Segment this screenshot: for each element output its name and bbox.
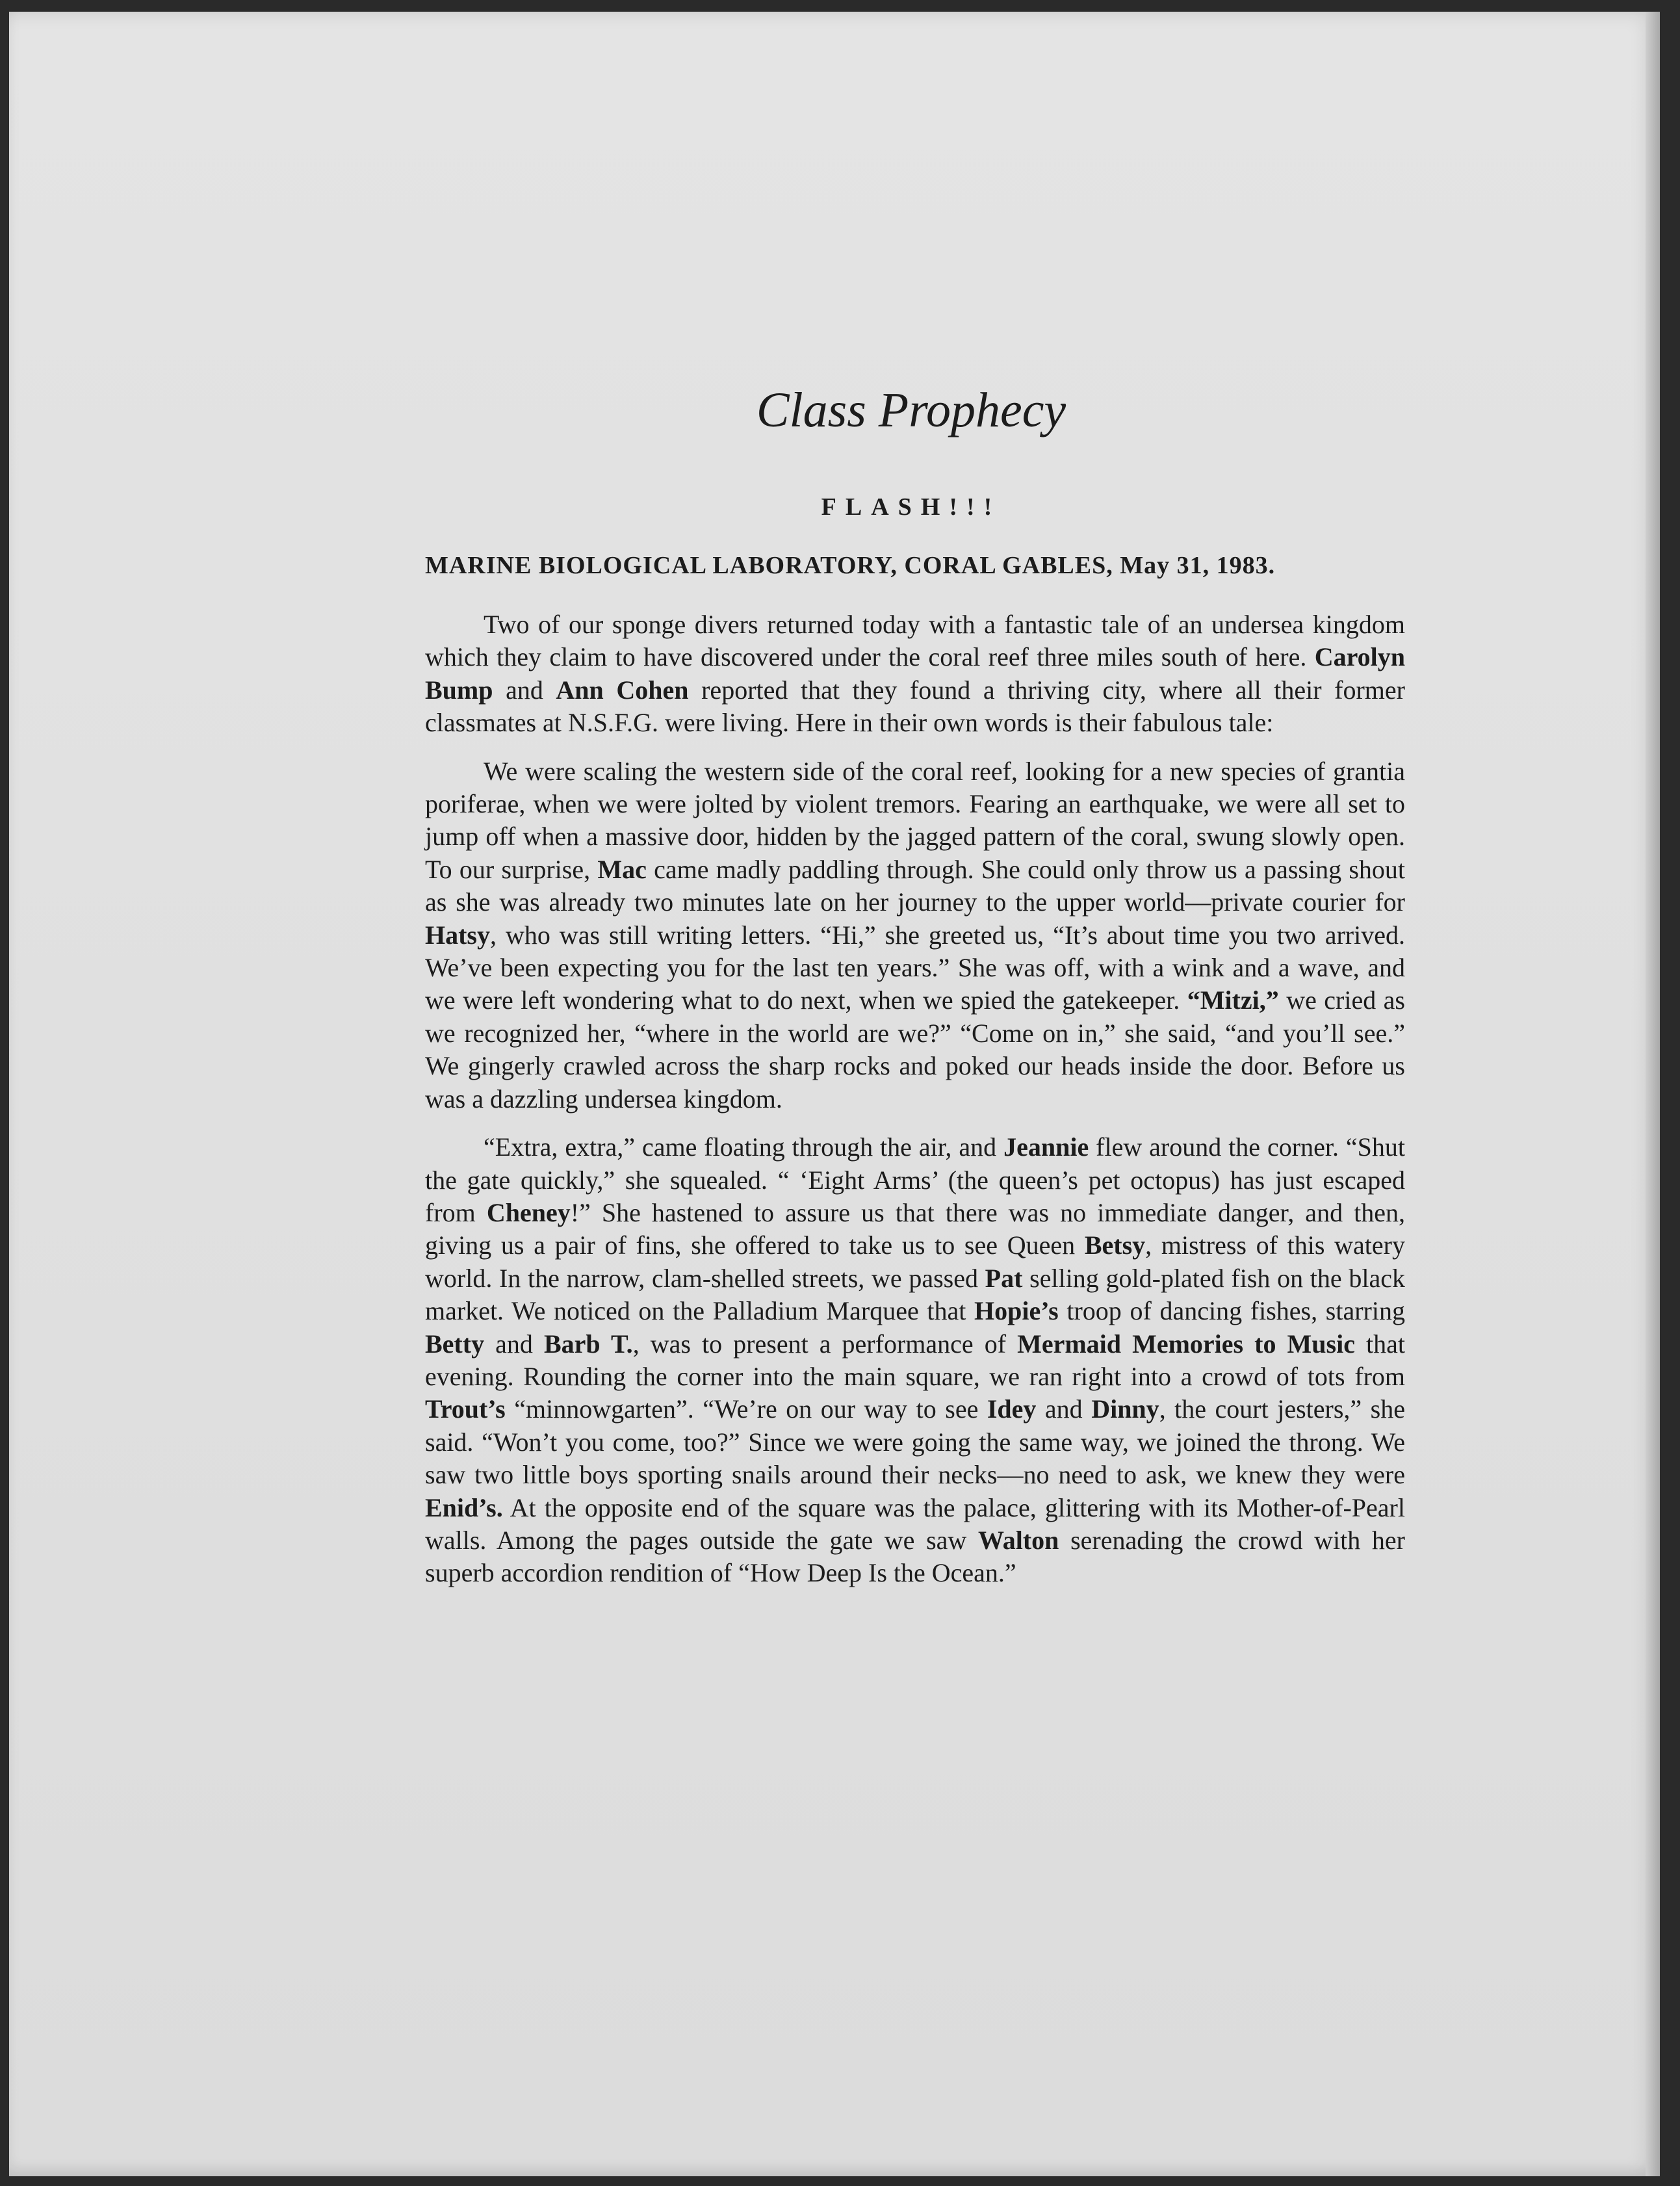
name-highlight: Trout’s [425, 1394, 506, 1424]
text-run: !” She hastened to assure us that there was no immediate danger, and then, giving us a pair of fins, she offered to take us to see Queen [425, 1197, 1405, 1260]
binding-edge [1646, 12, 1660, 2176]
dateline: MARINE BIOLOGICAL LABORATORY, CORAL GABLES, May 31, 1983. [425, 552, 1276, 579]
name-highlight: Barb T. [543, 1329, 633, 1359]
text-run: “minnowgarten”. “We’re on our way to see [505, 1394, 987, 1424]
text-run: “Extra, extra,” came floating through the air, and [484, 1132, 1004, 1162]
text-run: that evening. Rounding the corner into the main square, we ran right into a crowd of tots from [425, 1329, 1406, 1391]
text-run: , who was still writing letters. “Hi,” she greeted us, “It’s about time you two arrived. We’ve been expecting you for the last ten years.” She was off, with a wink and a wave, and we were left wondering what to do next, when we spied the gatekeeper. [425, 920, 1405, 1015]
text-run: , was to present a performance of [632, 1329, 1018, 1359]
paragraph [425, 1131, 1405, 1590]
flash-heading: FLASH!!! [821, 493, 1002, 521]
name-highlight: Jeannie [1003, 1132, 1089, 1162]
text-run: and [1036, 1394, 1092, 1424]
name-highlight: Pat [985, 1263, 1023, 1293]
paragraph [425, 755, 1405, 1115]
name-highlight: Walton [977, 1525, 1059, 1555]
page-title: Class Prophecy [756, 383, 1066, 437]
text-run: troop of dancing fishes, starring [1058, 1296, 1405, 1326]
name-highlight: “Mitzi,” [1187, 985, 1279, 1015]
text-run: At the opposite end of the square was the palace, glittering with its Mother-of-Pearl walls. Among the pages outside the gate we saw [425, 1492, 1405, 1555]
text-run: selling gold-plated fish on the black market. We noticed on the Palladium Marquee that [425, 1263, 1405, 1326]
text-run: came madly paddling through. She could only throw us a passing shout as she was already two minutes late on her journey to the upper world—private courier for [425, 854, 1405, 917]
text-run: , mistress of this watery world. In the narrow, clam-shelled streets, we passed [425, 1230, 1405, 1293]
text-run: We were scaling the western side of the coral reef, looking for a new species of grantia poriferae, when we were jolted by violent tremors. Fearing an earthquake, we were all set to jump off when a massive door, hidden by the jagged pattern of the coral, swung slowly open. To our surprise, [425, 756, 1405, 884]
text-run: flew around the corner. “Shut the gate quickly,” she squealed. “ ‘Eight Arms’ (the queen’s pet octopus) has just escaped from [425, 1132, 1406, 1227]
name-highlight: Dinny [1091, 1394, 1159, 1424]
name-highlight: Cheney [486, 1197, 571, 1227]
name-highlight: Betsy [1084, 1230, 1146, 1260]
name-highlight: Ann Cohen [556, 675, 689, 705]
page-sheet [9, 12, 1660, 2176]
paragraph [425, 608, 1405, 740]
text-run: , the court jesters,” she said. “Won’t you come, too?” Since we were going the same way, we joined the throng. We saw two little boys sporting snails around their necks—no need to ask, we knew they were [425, 1394, 1405, 1490]
name-highlight: Hatsy [425, 920, 490, 950]
text-run: and [493, 675, 556, 705]
text-run: serenading the crowd with her superb accordion rendition of “How Deep Is the Ocean.” [425, 1525, 1405, 1588]
text-run: we cried as we recognized her, “where in the world are we?” “Come on in,” she said, “and you’ll see.” We gingerly crawled across the sharp rocks and poked our heads inside the door. Before us was a dazzling undersea kingdom. [425, 985, 1405, 1113]
name-highlight: Idey [987, 1394, 1037, 1424]
name-highlight: Mac [597, 854, 647, 884]
name-highlight: Mermaid Memories to Music [1017, 1329, 1355, 1359]
body-text [425, 608, 1405, 1606]
text-run: Two of our sponge divers returned today with a fantastic tale of an undersea kingdom which they claim to have discovered under the coral reef three miles south of here. [425, 610, 1405, 672]
name-highlight: Carolyn Bump [425, 642, 1405, 705]
name-highlight: Hopie’s [974, 1296, 1059, 1326]
name-highlight: Betty [425, 1329, 485, 1359]
name-highlight: Enid’s. [425, 1492, 503, 1522]
text-run: reported that they found a thriving city, where all their former classmates at N.S.F.G. were living. Here in their own words is their fabulous tale: [425, 675, 1405, 738]
text-run: and [484, 1329, 544, 1359]
